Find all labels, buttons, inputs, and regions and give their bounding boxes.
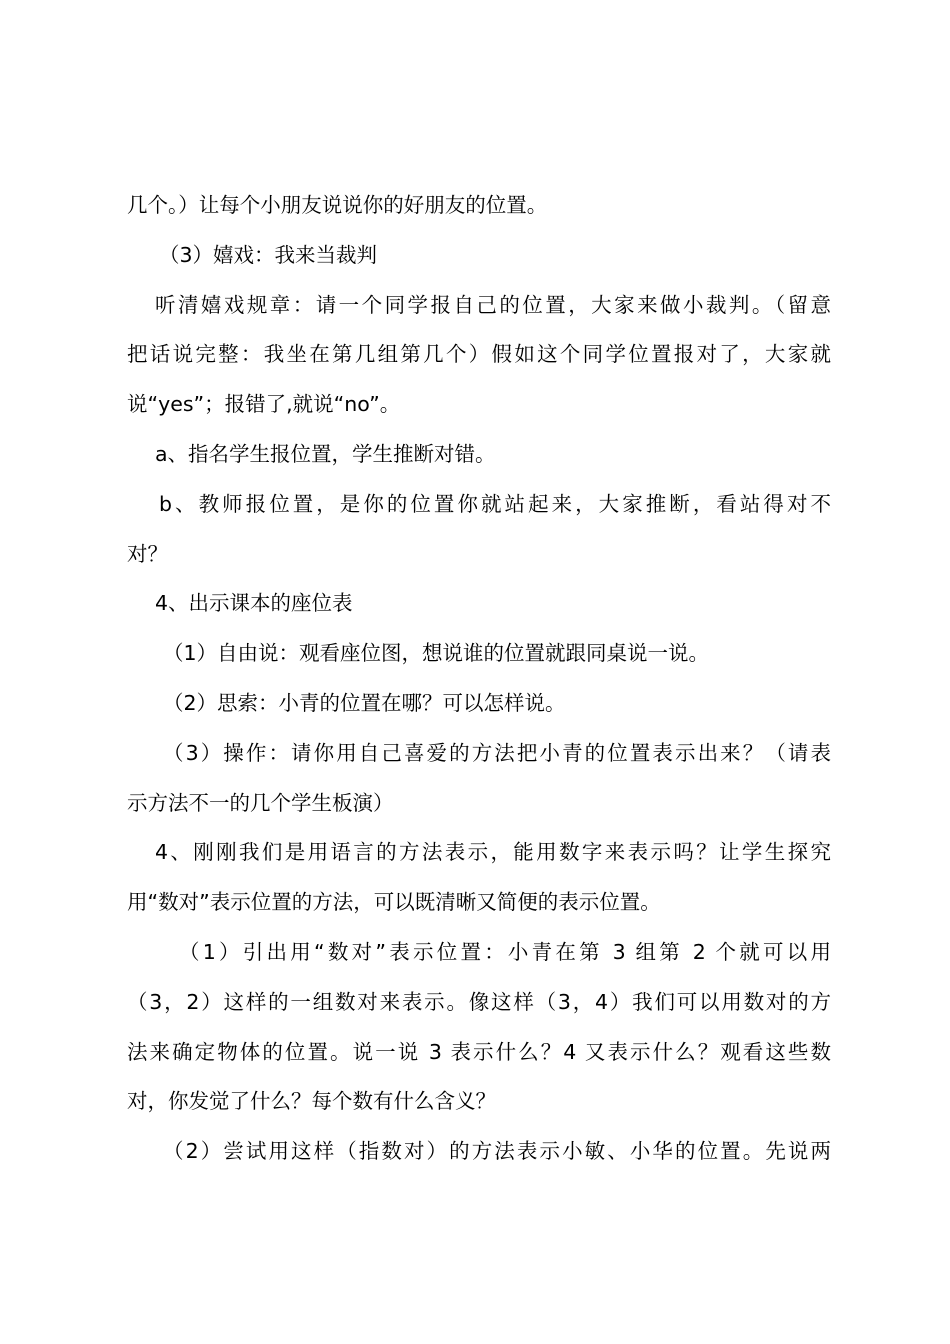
text-line: 几个。）让每个小朋友说说你的好朋友的位置。: [127, 193, 548, 217]
text-line: （3，2）这样的一组数对来表示。像这样（3，4）我们可以用数对的方: [127, 989, 831, 1014]
text-line: 4、出示课本的座位表: [155, 591, 353, 616]
text-line: （2）思索：小青的位置在哪？可以怎样说。: [163, 690, 566, 715]
text-line: 法来确定物体的位置。说一说 3 表示什么？4 又表示什么？观看这些数: [127, 1039, 831, 1064]
text-line: 把话说完整：我坐在第几组第几个）假如这个同学位置报对了，大家就: [127, 342, 831, 367]
text-line: （3）嬉戏：我来当裁判: [159, 242, 378, 267]
text-line: 示方法不一的几个学生板演）: [127, 790, 394, 815]
text-line: 对？: [127, 541, 168, 566]
text-line: （2）尝试用这样（指数对）的方法表示小敏、小华的位置。先说两: [163, 1139, 831, 1164]
document-body: [127, 181, 831, 1177]
text-line: b、教师报位置，是你的位置你就站起来，大家推断，看站得对不: [159, 491, 831, 516]
text-line: 对，你发觉了什么？每个数有什么含义？: [127, 1089, 496, 1114]
text-line: 用“数对”表示位置的方法，可以既清晰又简便的表示位置。: [127, 890, 661, 915]
text-line: （1）引出用“数对”表示位置：小青在第 3 组第 2 个就可以用: [179, 939, 831, 964]
text-line: （1）自由说：观看座位图，想说谁的位置就跟同桌说一说。: [163, 641, 710, 666]
text-line: a、指名学生报位置，学生推断对错。: [155, 441, 496, 466]
text-line: 4、刚刚我们是用语言的方法表示，能用数字来表示吗？让学生探究: [155, 840, 831, 865]
text-line: （3）操作：请你用自己喜爱的方法把小青的位置表示出来？（请表: [163, 740, 831, 765]
text-line: 说“yes”；报错了,就说“no”。: [127, 392, 401, 417]
text-line: 听清嬉戏规章：请一个同学报自己的位置，大家来做小裁判。（留意: [155, 292, 831, 317]
